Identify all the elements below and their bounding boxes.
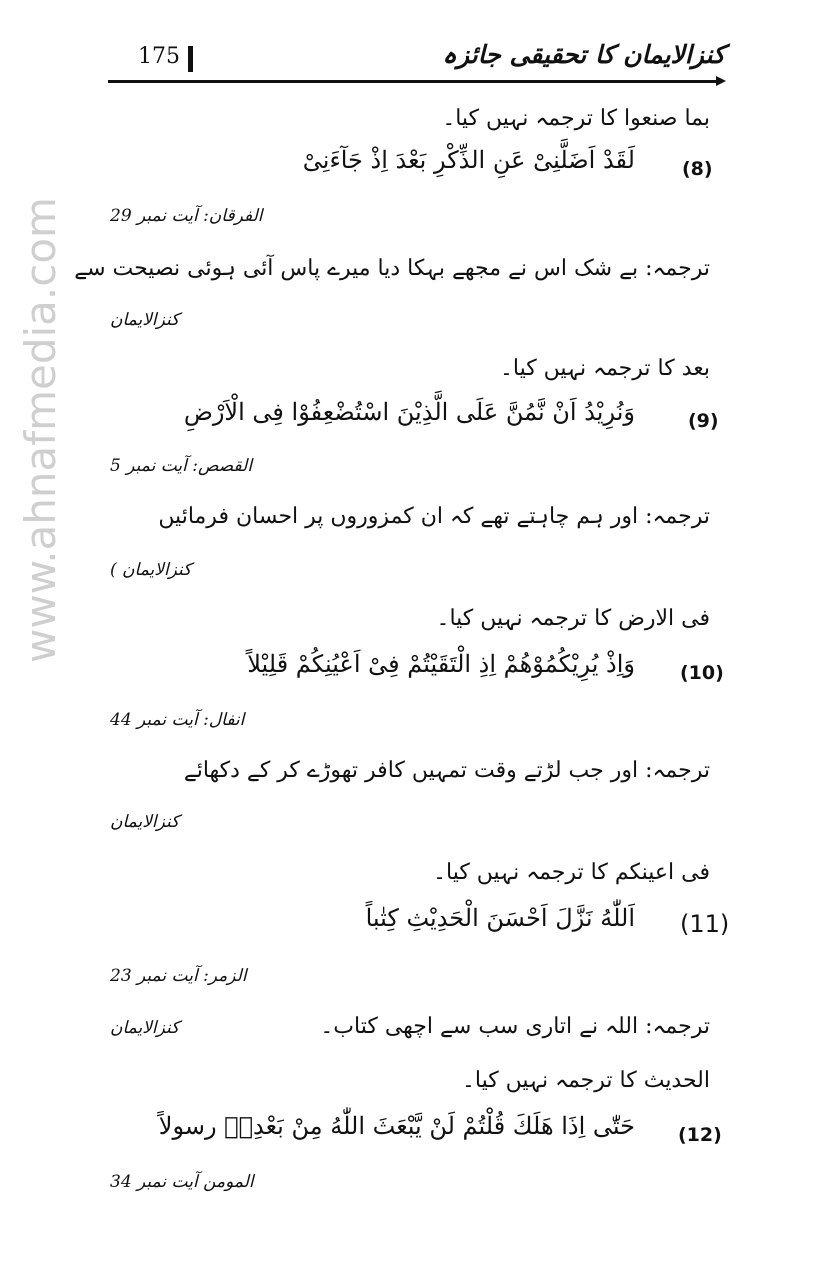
- page-title: کنزالایمان کا تحقیقی جائزہ: [442, 40, 725, 69]
- verse-reference: انفال: آیت نمبر 44: [110, 710, 245, 730]
- entry-note: بما صنعوا کا ترجمہ نہیں کیا۔: [442, 106, 710, 131]
- translation: ترجمہ: بے شک اس نے مجھے بہکا دیا میرے پاس آئی ہوئی نصیحت سے: [74, 256, 710, 281]
- entry-number: (9): [688, 410, 719, 432]
- entry-note: بعد کا ترجمہ نہیں کیا۔: [499, 356, 710, 381]
- quran-verse: وَنُرِیْدُ اَنْ نَّمُنَّ عَلَی الَّذِیْنَ اسْتُضْعِفُوْا فِی الْاَرْضِ: [183, 398, 635, 426]
- quran-verse: لَقَدْ اَضَلَّنِیْ عَنِ الذِّکْرِ بَعْدَ اِذْ جَآءَنِیْ: [302, 146, 635, 174]
- quran-verse: وَاِذْ یُرِیْکُمُوْهُمْ اِذِ الْتَقَیْتُمْ فِیْ اَعْیُنِکُمْ قَلِیْلاً: [247, 650, 635, 678]
- entry-note: فی اعینکم کا ترجمہ نہیں کیا۔: [433, 860, 710, 885]
- entry-number: (11): [680, 910, 730, 938]
- header-rule-cap: [716, 76, 726, 86]
- translation: ترجمہ: اللہ نے اتاری سب سے اچھی کتاب۔: [320, 1014, 710, 1039]
- entry-note: فی الارض کا ترجمہ نہیں کیا۔: [436, 606, 710, 631]
- quran-verse: اَللّٰهُ نَزَّلَ اَحْسَنَ الْحَدِیْثِ کِتٰباً: [365, 904, 635, 932]
- translation-source: کنزالایمان ): [110, 560, 192, 580]
- entry-number: (10): [680, 662, 724, 684]
- verse-reference: الزمر: آیت نمبر 23: [110, 966, 247, 986]
- quran-verse: حَتّٰی اِذَا هَلَكَ قُلْتُمْ لَنْ یَّبْعَثَ اللّٰهُ مِنْ بَعْدِهٖ رسولاً: [158, 1112, 635, 1140]
- verse-reference: المومن آیت نمبر 34: [110, 1172, 254, 1192]
- verse-reference: الفرقان: آیت نمبر 29: [110, 206, 263, 226]
- translation: ترجمہ: اور ہم چاہتے تھے کہ ان کمزوروں پر احسان فرمائیں: [158, 504, 710, 529]
- verse-reference: القصص: آیت نمبر 5: [110, 456, 253, 476]
- page-number-bar: [188, 46, 193, 72]
- translation-source: کنزالایمان: [110, 1018, 180, 1038]
- translation: ترجمہ: اور جب لڑتے وقت تمہیں کافر تھوڑے کر کے دکھائے: [183, 758, 710, 783]
- entry-note: الحدیث کا ترجمہ نہیں کیا۔: [461, 1068, 710, 1093]
- translation-source: کنزالایمان: [110, 812, 180, 832]
- translation-source: کنزالایمان: [110, 310, 180, 330]
- entry-number: (12): [678, 1124, 722, 1146]
- entry-number: (8): [682, 158, 713, 180]
- header-rule: [108, 80, 720, 83]
- page-number: 175: [138, 44, 180, 69]
